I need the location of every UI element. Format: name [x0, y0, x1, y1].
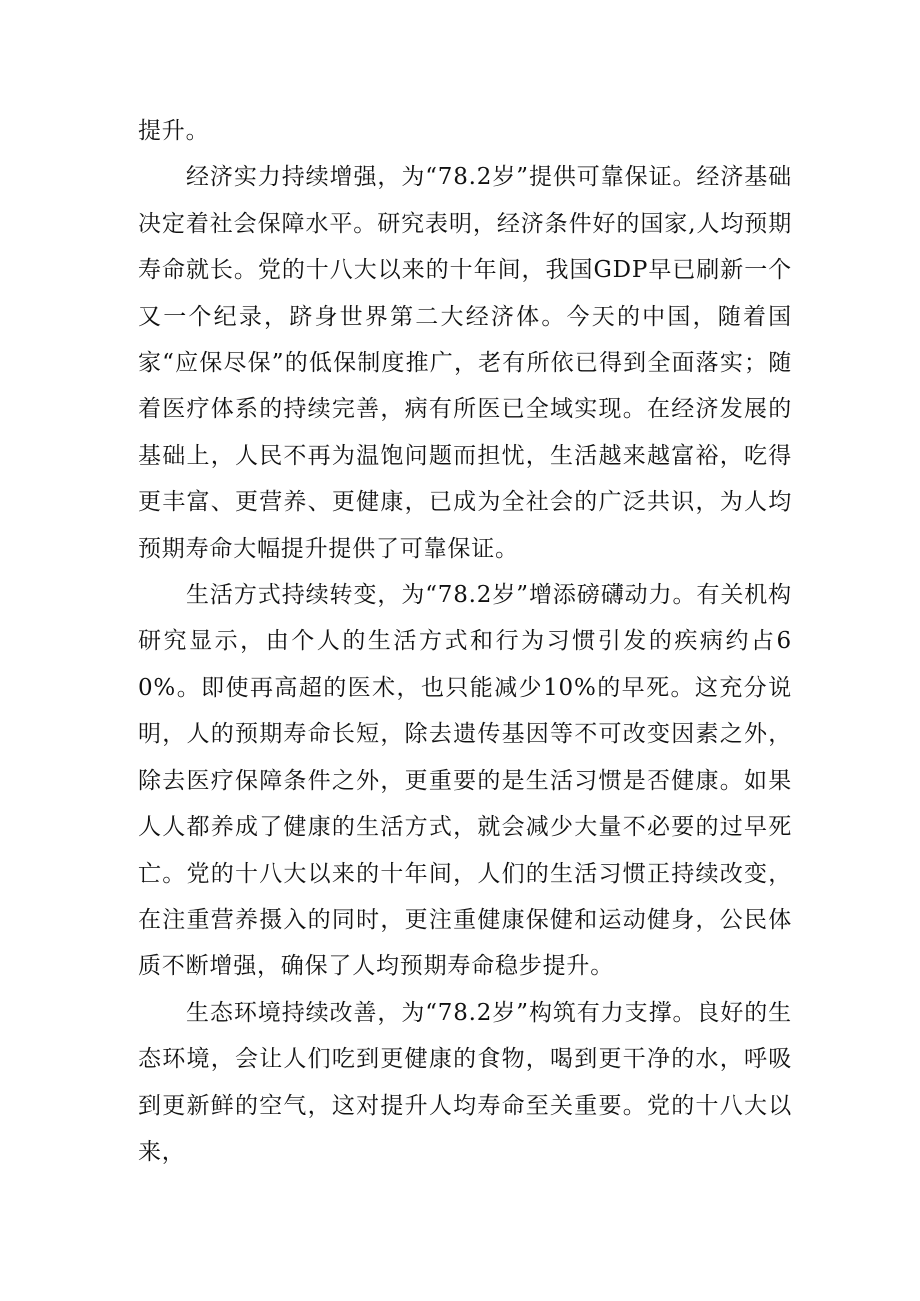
- paragraph-environment: 生态环境持续改善，为“78.2岁”构筑有力支撑。良好的生态环境，会让人们吃到更健康的食物，喝到更干净的水，呼吸到更新鲜的空气，这对提升人均寿命至关重要。党的十八大以来，: [138, 999, 792, 1165]
- paragraph-lifestyle: 生活方式持续转变，为“78.2岁”增添磅礴动力。有关机构研究显示，由个人的生活方式和行为习惯引发的疾病约占60%。即使再高超的医术，也只能减少10%的早死。这充分说明，人的预期寿命长短，除去遗传基因等不可改变因素之外，除去医疗保障条件之外，更重要的是生活习惯是否健康。如果人人都养成了健康的生活方式，就会减少大量不必要的过早死亡。党的十八大以来的十年间，人们的生活习惯正持续改变，在注重营养摄入的同时，更注重健康保健和运动健身，公民体质不断增强，确保了人均预期寿命稳步提升。: [138, 582, 792, 980]
- paragraph-economy: 经济实力持续增强，为“78.2岁”提供可靠保证。经济基础决定着社会保障水平。研究表明，经济条件好的国家,人均预期寿命就长。党的十八大以来的十年间，我国GDP早已刷新一个又一个纪录，跻身世界第二大经济体。今天的中国，随着国家“应保尽保”的低保制度推广，老有所依已得到全面落实；随着医疗体系的持续完善，病有所医已全域实现。在经济发展的基础上，人民不再为温饱问题而担忧，生活越来越富裕，吃得更丰富、更营养、更健康，已成为全社会的广泛共识，为人均预期寿命大幅提升提供了可靠保证。: [138, 164, 792, 562]
- document-body: [138, 108, 792, 1175]
- paragraph-continuation: 提升。: [138, 118, 210, 144]
